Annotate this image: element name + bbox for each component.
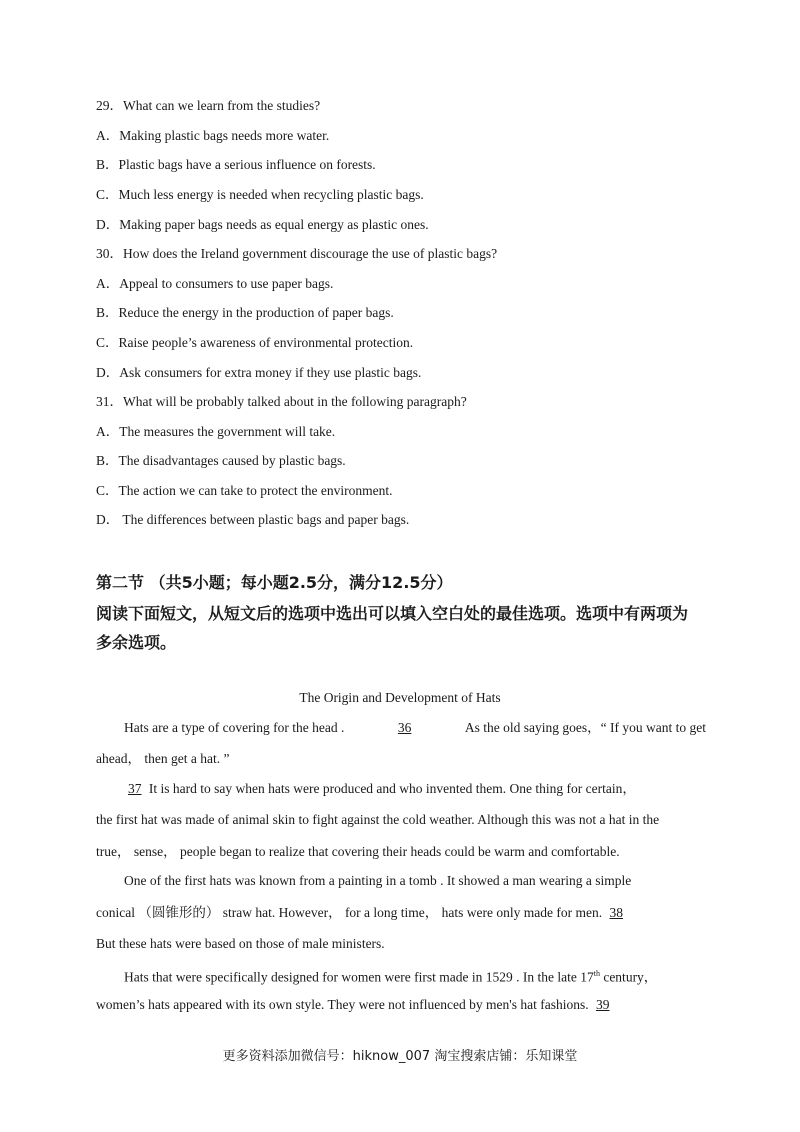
paragraph-3-text-b: conical （圆锥形的） straw hat. However， for a long time， hats were only made for men. (96, 905, 603, 920)
question-29-option-b: B．Plastic bags have a serious influence on forests. (96, 157, 376, 172)
question-30-option-b: B．Reduce the energy in the production of paper bags. (96, 305, 394, 320)
question-30-option-d: D．Ask consumers for extra money if they use plastic bags. (96, 365, 422, 380)
page-footer: 更多资料添加微信号：hiknow_007 淘宝搜索店铺：乐知课堂 (222, 1049, 578, 1064)
question-31-option-d: D． The differences between plastic bags and paper bags. (96, 512, 410, 527)
question-29-option-c: C．Much less energy is needed when recycling plastic bags. (96, 187, 424, 202)
paragraph-2-line-2: the first hat was made of animal skin to fight against the cold weather. Although this was not a hat in the (96, 812, 660, 827)
question-31-option-c: C．The action we can take to protect the environment. (96, 483, 393, 498)
question-30-option-a: A．Appeal to consumers to use paper bags. (96, 276, 334, 291)
question-31-stem: 31．What will be probably talked about in the following paragraph? (96, 394, 467, 409)
paragraph-1-text-a: Hats are a type of covering for the head . (124, 720, 345, 735)
blank-39: 39 (595, 997, 610, 1012)
paragraph-2-line-1 (124, 780, 706, 798)
question-29-option-a: A．Making plastic bags needs more water. (96, 128, 330, 143)
question-31-option-b: B．The disadvantages caused by plastic bags. (96, 453, 346, 468)
question-31-option-a: A．The measures the government will take. (96, 424, 336, 439)
section-instruction-line2: 多余选项。 (96, 633, 177, 652)
paragraph-4-superscript: th (593, 969, 600, 978)
blank-38: 38 (609, 905, 623, 920)
paragraph-4-text-a: Hats that were specifically designed for women were first made in 1529 . In the late 17 (124, 969, 594, 985)
question-30-stem: 30．How does the Ireland government discourage the use of plastic bags? (96, 246, 498, 261)
paragraph-4-line-2 (96, 996, 706, 1014)
paragraph-4-text-a2: century， (599, 969, 658, 985)
blank-36: 36 (397, 720, 412, 735)
question-29-option-d: D．Making paper bags needs as equal energy as plastic ones. (96, 217, 429, 232)
section-instruction-line1: 阅读下面短文，从短文后的选项中选出可以填入空白处的最佳选项。选项中有两项为 (96, 604, 689, 623)
question-30-option-c: C．Raise people’s awareness of environmental protection. (96, 335, 414, 350)
passage-title: The Origin and Development of Hats (299, 690, 501, 705)
paragraph-1-text-b: As the old saying goes，“ If you want to get (464, 720, 706, 735)
paragraph-2-text-a: It is hard to say when hats were produced and who invented them. One thing for certain， (148, 781, 636, 796)
section-heading: 第二节 （共5小题；每小题2.5分，满分12.5分） (96, 573, 453, 592)
paragraph-3-line-1: One of the first hats was known from a painting in a tomb . It showed a man wearing a simple (124, 873, 632, 888)
paragraph-3-line-3: But these hats were based on those of male ministers. (96, 936, 385, 951)
blank-37: 37 (128, 781, 142, 796)
paragraph-3-line-2 (96, 904, 706, 922)
paragraph-4-line-1 (124, 965, 706, 987)
paragraph-1-line-1 (124, 719, 706, 737)
paragraph-4-text-b: women’s hats appeared with its own style. They were not influenced by men's hat fashions. (96, 997, 589, 1012)
paragraph-1-line-2: ahead， then get a hat. ” (96, 751, 230, 766)
paragraph-2-line-3: true， sense， people began to realize that covering their heads could be warm and comfortable. (96, 844, 620, 859)
question-29-stem: 29．What can we learn from the studies? (96, 98, 321, 113)
